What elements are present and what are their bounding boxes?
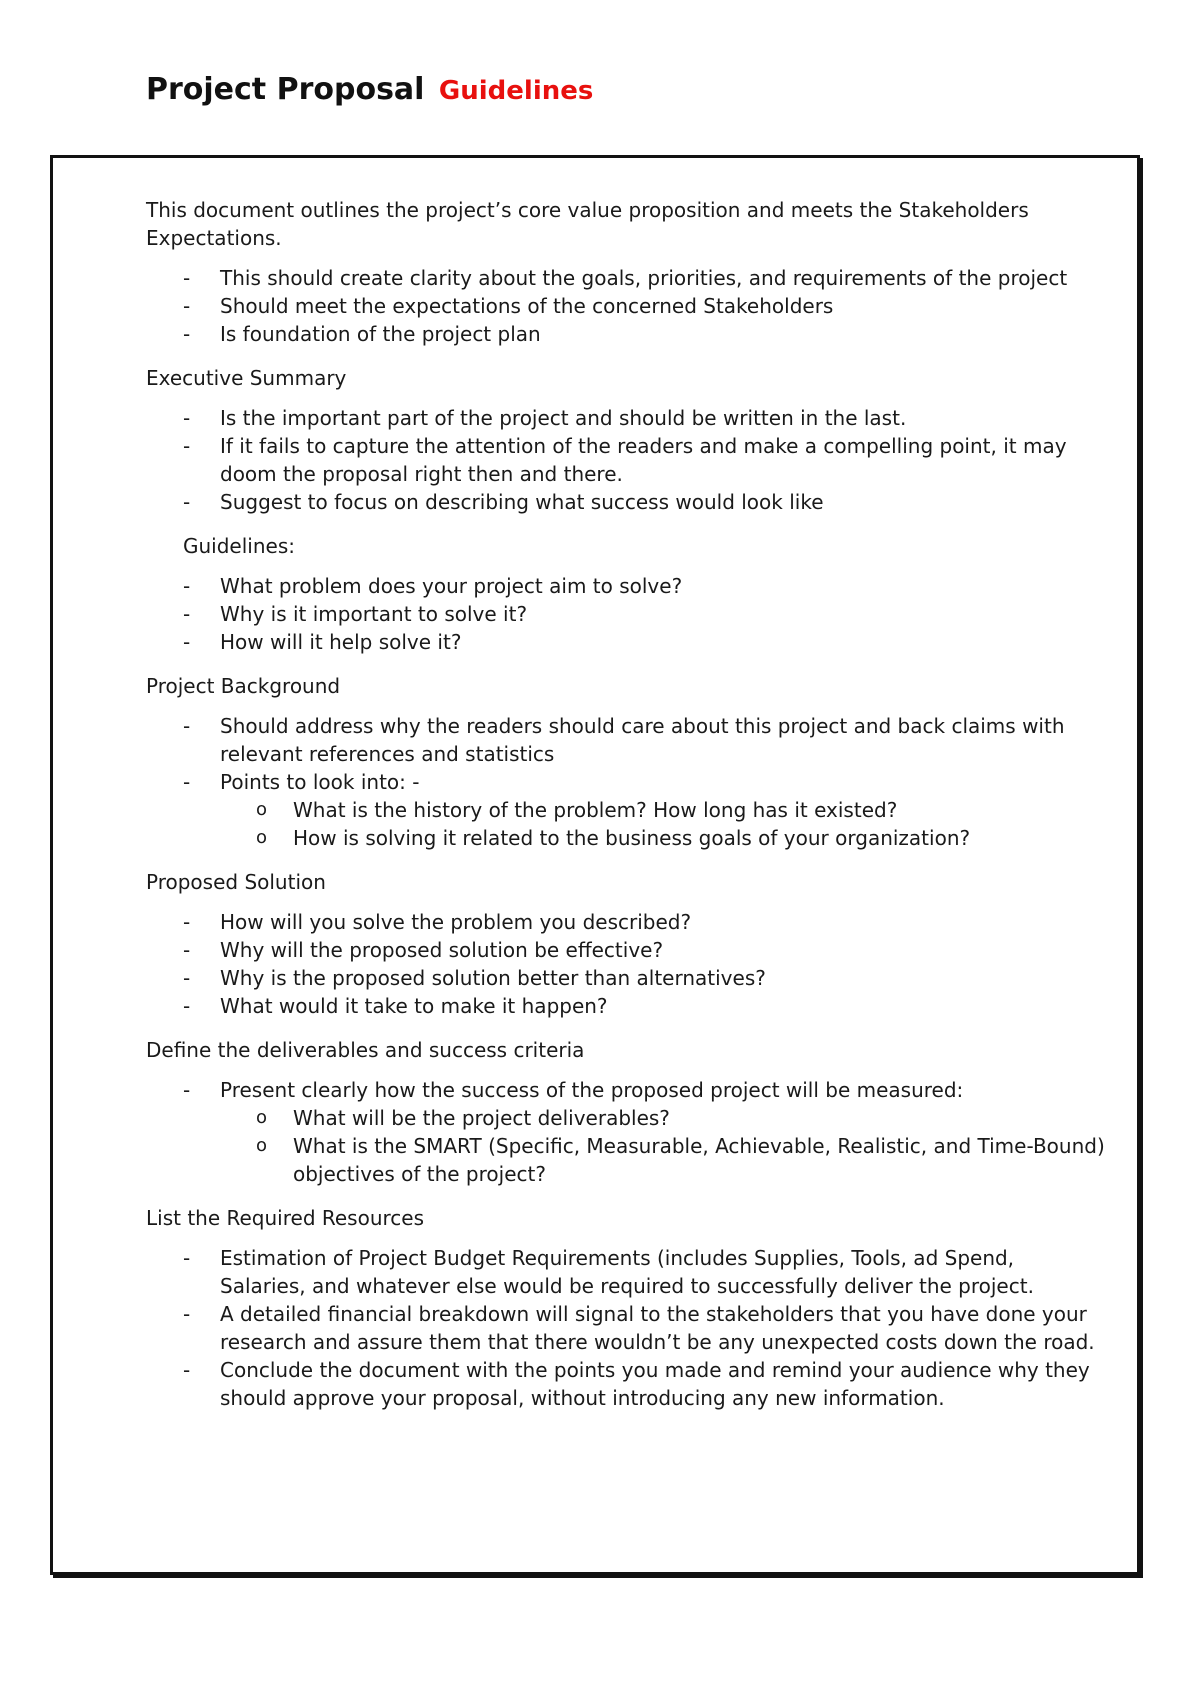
dash-bullet: -	[183, 1078, 191, 1102]
sub-list-item: o How is solving it related to the business goals of your organization?	[256, 826, 971, 850]
executive-summary-list	[146, 404, 1106, 516]
document-body	[146, 196, 1106, 1428]
circle-bullet: o	[256, 1107, 268, 1128]
dash-bullet: -	[183, 406, 191, 430]
list-item: - This should create clarity about the goals, priorities, and requirements of the project	[183, 266, 1068, 290]
dash-bullet: -	[183, 994, 191, 1018]
dash-bullet: -	[183, 1246, 191, 1270]
list-item: - Is foundation of the project plan	[183, 322, 541, 346]
dash-bullet: -	[183, 1302, 191, 1326]
list-item: - Estimation of Project Budget Requirements (includes Supplies, Tools, ad Spend, Salaries, and whatever else would be required to successfully deliver the project.	[183, 1246, 1034, 1298]
list-item: - Should meet the expectations of the concerned Stakeholders	[183, 294, 834, 318]
list-item: - Why is it important to solve it?	[183, 602, 528, 626]
list-item: - Is the important part of the project and should be written in the last.	[183, 406, 907, 430]
list-item: - How will it help solve it?	[183, 630, 462, 654]
list-item: - How will you solve the problem you described?	[183, 910, 692, 934]
list-item: - If it fails to capture the attention of the readers and make a compelling point, it may doom the proposal right then and there.	[183, 434, 1067, 486]
list-item: - Suggest to focus on describing what success would look like	[183, 490, 824, 514]
list-item: - What problem does your project aim to solve?	[183, 574, 683, 598]
intro-paragraph: This document outlines the project’s core value proposition and meets the Stakeholders Expectations.	[146, 198, 1029, 250]
dash-bullet: -	[183, 490, 191, 514]
intro-list	[146, 264, 1106, 348]
list-item: - Points to look into: - o What is the history of the problem? How long has it existed? o How is solving it related to the business goals of your organization?	[146, 768, 1106, 852]
dash-bullet: -	[183, 266, 191, 290]
project-background-heading: Project Background	[146, 674, 341, 698]
dash-bullet: -	[183, 322, 191, 346]
circle-bullet: o	[256, 799, 268, 820]
deliverables-list	[146, 1076, 1106, 1188]
list-item: - Why is the proposed solution better than alternatives?	[183, 966, 766, 990]
dash-bullet: -	[183, 434, 191, 458]
proposed-solution-heading: Proposed Solution	[146, 870, 326, 894]
dash-bullet: -	[183, 294, 191, 318]
deliverables-sublist	[220, 1104, 1106, 1188]
circle-bullet: o	[256, 1135, 268, 1156]
circle-bullet: o	[256, 827, 268, 848]
proposed-solution-list	[146, 908, 1106, 1020]
page-title	[146, 72, 593, 107]
dash-bullet: -	[183, 1358, 191, 1382]
title-accent: Guidelines	[438, 76, 594, 106]
dash-bullet: -	[183, 770, 191, 794]
dash-bullet: -	[183, 938, 191, 962]
dash-bullet: -	[183, 714, 191, 738]
dash-bullet: -	[183, 574, 191, 598]
project-background-list	[146, 712, 1106, 852]
resources-heading: List the Required Resources	[146, 1206, 425, 1230]
executive-summary-heading: Executive Summary	[146, 366, 347, 390]
dash-bullet: -	[183, 630, 191, 654]
dash-bullet: -	[183, 966, 191, 990]
list-item: - What would it take to make it happen?	[183, 994, 608, 1018]
list-item: - A detailed financial breakdown will signal to the stakeholders that you have done your research and assure them that there wouldn’t be any unexpected costs down the road.	[183, 1302, 1095, 1354]
sub-list-item: o What will be the project deliverables?	[256, 1106, 670, 1130]
dash-bullet: -	[183, 602, 191, 626]
guidelines-heading: Guidelines:	[183, 534, 295, 558]
resources-list	[146, 1244, 1106, 1412]
project-background-sublist	[220, 796, 1106, 852]
sub-list-item: o What is the history of the problem? How long has it existed?	[256, 798, 898, 822]
list-item: - Why will the proposed solution be effective?	[183, 938, 664, 962]
title-main: Project Proposal	[146, 72, 425, 107]
list-item: - Conclude the document with the points you made and remind your audience why they should approve your proposal, without introducing any new information.	[183, 1358, 1090, 1410]
guidelines-list	[146, 572, 1106, 656]
sub-list-item: o What is the SMART (Specific, Measurable, Achievable, Realistic, and Time-Bound) objectives of the project?	[256, 1134, 1105, 1186]
deliverables-heading: Define the deliverables and success criteria	[146, 1038, 585, 1062]
dash-bullet: -	[183, 910, 191, 934]
list-item: - Present clearly how the success of the proposed project will be measured: o What will be the project deliverables? o What is the SMART (Specific, Measurable, Achievable, Realistic, and Time-Bound) objectives of the project?	[183, 1078, 1105, 1186]
list-item: - Should address why the readers should care about this project and back claims with relevant references and statistics	[183, 714, 1065, 766]
